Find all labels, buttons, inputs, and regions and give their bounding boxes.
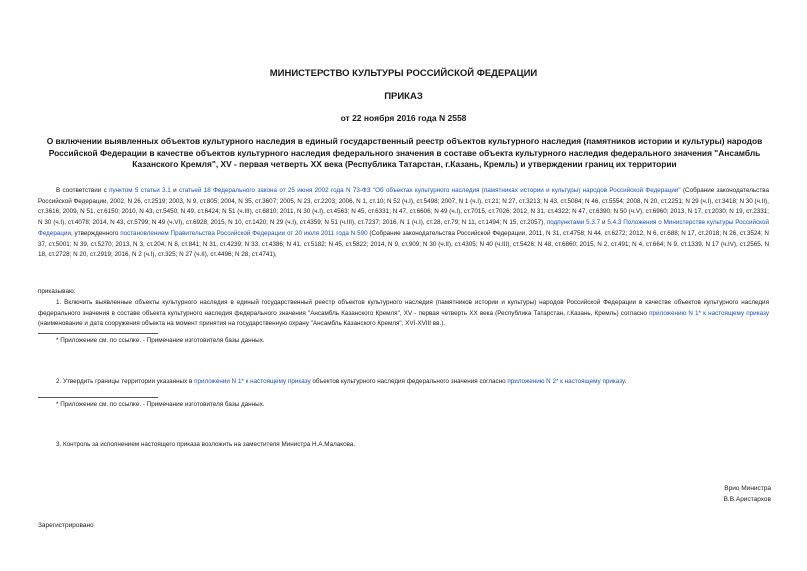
footnote-1: * Приложение см. по ссылке. - Примечание изготовителя базы данных.	[56, 337, 265, 344]
item-1-text: 1. Включить выявленные объекты культурного наследия в единый государственный реестр объектов культурного наследия (памятников истории и культуры) народов Российской Федерации в качестве объектов культурного наследия федерального значения в составе объекта культурного наследия федерального значения "Ансамбль Казанского Кремля", XV - первая четверть XX века (Республика Татарстан, г.Казань, Кремль) согласно	[38, 299, 769, 317]
preamble-text: (Собрание законодательства Российской Федерации, 2011, N 31, ст.4758; N 44, ст.6272; 2012, N 6, ст.688; N 17, ст.2018; N 26, ст.3524; N 37, ст.5001; N 39, ст.5270; 2013, N 3, ст.204; N 8, ст.841; N 31, ст.4239; N 33, ст.4386; N 41, ст.5182; N 45, ст.5822; 2014, N 9, ст.909; N 30 (ч.II), ст.4305; N 40 (ч.III), ст.5426; N 48, ст.6860; 2015, N 2, ст.491; N 4, ст.664; N 9, ст.1339, N 17 (ч.IV), ст.2565, N 18, ст.2728; N 20, ст.2919; 2016, N 2 (ч.I), ст.325; N 27 (ч.II), ст.4496; N 28, ст.4741),	[38, 229, 769, 259]
link-article-3-1[interactable]: пунктом 5 статьи 3.1	[109, 187, 171, 194]
item-2-text: .	[624, 378, 627, 385]
item-2-text: объектов культурного наследия федерального значения согласно	[310, 378, 508, 385]
signatory-position: Врио Министра	[724, 485, 771, 492]
link-article-18-law-73fz[interactable]: статьей 18 Федерального закона от 25 июня 2002 года N 73-ФЗ "Об объектах культурного наследия (памятниках истории и культуры) народов Российской Федерации"	[178, 187, 681, 194]
preamble-text: и	[170, 187, 179, 194]
footnote-2: * Приложение см. по ссылке. - Примечание изготовителя базы данных.	[56, 401, 265, 408]
document-title: О включении выявленных объектов культурного наследия в единый государственный реестр объектов культурного наследия (памятников истории и культуры) народов Российской Федерации в качестве объектов культурного наследия федерального значения в составе объекта культурного наследия федерального значения "Ансамбль Казанского Кремля", XV - первая четверть XX века (Республика Татарстан, г.Казань, Кремль) и утверждении границ их территории	[46, 136, 763, 169]
preamble-text: (Собрание законодательства Российской Федерации, 2002, N 26, ст.2519; 2003, N 9, ст.805; 2004, N 35, ст.3607; 2005, N 23, ст.2203; 2006, N 1, ст.10; N 52 (ч.I), ст.5498; 2007, N 1 (ч.I), ст.21; N 27, ст.3213; N 43, ст.5084; N 46, ст.5554; 2008, N 20, ст.2251; N 29 (ч.I), ст.3418; N 30 (ч.II), ст.3616; 2009, N 51, ст.6150; 2010, N 43, ст.5450; N 49, ст.6424; N 51 (ч.III), ст.6810; 2011, N 30 (ч.I), ст.4563; N 45, ст.6331; N 47, ст.6606; N 49 (ч.I), ст.7015, ст.7026; 2012, N 31, ст.4322; N 47, ст.6390; N 50 (ч.V), ст.6960; 2013, N 17, ст.2030; N 19, ст.2331; N 30 (ч.I), ст.4078; 2014, N 43, ст.5799; N 49 (ч.VI), ст.6928; 2015, N 10, ст.1420; N 29 (ч.I), ст.4359; N 51 (ч.III), ст.7237; 2016, N 1 (ч.I), ст.28, ст.79; N 11, ст.1494; N 15, ст.2057),	[38, 187, 769, 227]
document-date-number: от 22 ноября 2016 года N 2558	[340, 113, 467, 123]
link-appendix-2[interactable]: приложению N 2* к настоящему приказу	[507, 378, 625, 385]
order-item-1	[38, 298, 769, 330]
item-2-text: 2. Утвердить границы территории указанных в	[56, 378, 195, 385]
document-type: ПРИКАЗ	[384, 91, 423, 102]
signatory-name: В.В.Аристархов	[723, 496, 771, 503]
link-subparagraph-5-3-7[interactable]: подпунктами 5.3.7	[546, 219, 601, 227]
preamble-text: В соответствии с	[56, 187, 110, 194]
order-item-2	[38, 377, 769, 388]
link-government-decree-590[interactable]: постановлением Правительства Российской Федерации от 20 июля 2011 года N 590	[120, 229, 368, 237]
order-word: приказываю:	[38, 288, 76, 295]
link-appendix-1[interactable]: приложении N 1* к настоящему приказу	[194, 378, 311, 385]
order-item-3: 3. Контроль за исполнением настоящего приказа возложить на заместителя Министра Н.А.Малакова.	[56, 441, 356, 448]
preamble-text: и	[600, 219, 608, 227]
footnote-divider	[38, 333, 158, 334]
preamble-text: , утвержденного	[70, 229, 121, 237]
preamble-paragraph	[38, 186, 769, 261]
ministry-name: МИНИСТЕРСТВО КУЛЬТУРЫ РОССИЙСКОЙ ФЕДЕРАЦИИ	[269, 68, 538, 79]
link-appendix-1[interactable]: приложению N 1* к настоящему приказу	[649, 309, 769, 317]
footnote-divider	[38, 397, 158, 398]
registration-note: Зарегистрировано	[38, 522, 94, 529]
link-regulation-ministry-culture[interactable]: 5.4.3 Положения о Министерстве культуры Российской Федерации	[38, 219, 769, 237]
item-1-text: (наименование и дата сооружения объекта на момент принятия на государственную охрану "Ансамбль Казанского Кремля", XVI-XVIII вв.).	[38, 320, 446, 328]
